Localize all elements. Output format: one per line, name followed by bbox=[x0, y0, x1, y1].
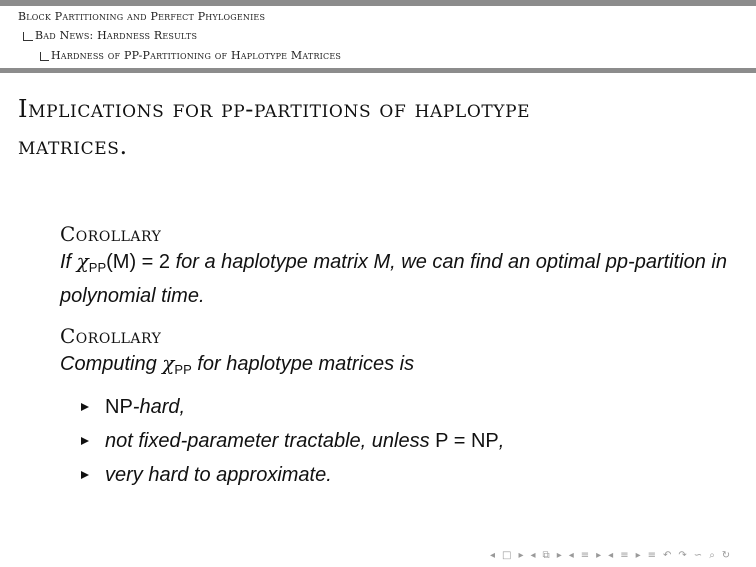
nav-next-doc-icon[interactable]: ▸ bbox=[635, 549, 641, 561]
triangle-bullet-icon bbox=[81, 437, 89, 445]
slide-title bbox=[18, 91, 738, 165]
nav-forward-icon[interactable]: ↷ bbox=[678, 549, 687, 561]
tree-connector-icon bbox=[23, 32, 33, 41]
list-item bbox=[60, 390, 730, 424]
math-expression: (M) = 2 bbox=[106, 251, 171, 273]
nav-search-icon[interactable]: ⌕ bbox=[709, 549, 715, 561]
slide-title-line: Implications for pp-partitions of haplotype bbox=[18, 95, 531, 123]
corollary-block bbox=[60, 221, 730, 311]
list-item-italic: not fixed-parameter tractable, unless bbox=[105, 430, 436, 452]
corollary-text bbox=[60, 247, 730, 311]
nav-frame-icon[interactable]: □ bbox=[502, 549, 512, 561]
triangle-bullet-icon bbox=[81, 471, 89, 479]
nav-next-frame-icon[interactable]: ▸ bbox=[518, 549, 524, 561]
nav-doc-icon[interactable]: ≡ bbox=[620, 549, 629, 561]
breadcrumb-subsubsection[interactable]: Hardness of PP-Partitioning of Haplotype Matrices bbox=[51, 49, 342, 62]
corollary-block bbox=[60, 323, 730, 492]
chi-subscript: PP bbox=[174, 362, 192, 377]
bullet-list bbox=[60, 390, 730, 492]
nav-refresh-icon[interactable]: ↻ bbox=[721, 549, 731, 561]
nav-prev-subsection-icon[interactable]: ◂ bbox=[530, 549, 536, 561]
list-item-upright: NP bbox=[105, 396, 133, 418]
beamer-navigation-bar bbox=[490, 548, 733, 562]
slide-title-line: matrices. bbox=[18, 132, 128, 160]
breadcrumb-section[interactable]: Block Partitioning and Perfect Phylogenies bbox=[18, 10, 266, 23]
list-item-italic: very hard to approximate. bbox=[105, 464, 332, 486]
corollary-text-part: If bbox=[60, 251, 77, 273]
nav-zoom-icon[interactable]: ∽ bbox=[693, 549, 703, 561]
breadcrumb-subsection[interactable]: Bad News: Hardness Results bbox=[35, 29, 198, 42]
nav-next-section-icon[interactable]: ▸ bbox=[596, 549, 602, 561]
nav-section-icon[interactable]: ≡ bbox=[580, 549, 590, 561]
chi-symbol: χ bbox=[76, 249, 89, 273]
nav-prev-doc-icon[interactable]: ◂ bbox=[608, 549, 614, 561]
chi-subscript: PP bbox=[88, 260, 107, 275]
list-item bbox=[60, 424, 730, 458]
corollary-text-part: for a haplotype matrix M, we can find an optimal pp-partition in polynomial time. bbox=[60, 251, 727, 307]
nav-back-icon[interactable]: ↶ bbox=[663, 549, 672, 561]
breadcrumb bbox=[0, 6, 756, 68]
tree-connector-icon bbox=[40, 52, 49, 61]
list-item bbox=[60, 458, 730, 492]
list-item-italic: -hard, bbox=[132, 396, 186, 418]
corollary-text bbox=[60, 349, 730, 384]
triangle-bullet-icon bbox=[81, 403, 89, 411]
list-item-tail: , bbox=[498, 430, 505, 452]
nav-appendix-icon[interactable]: ≡ bbox=[647, 549, 657, 561]
corollary-text-part: Computing bbox=[60, 353, 163, 375]
header-bottom-bar bbox=[0, 68, 756, 73]
nav-subsection-icon[interactable]: ⧉ bbox=[542, 549, 550, 561]
list-item-upright: P = NP bbox=[435, 430, 499, 452]
nav-prev-frame-icon[interactable]: ◂ bbox=[490, 549, 496, 561]
corollary-heading: Corollary bbox=[60, 222, 162, 246]
corollary-text-part: for haplotype matrices is bbox=[191, 353, 415, 375]
corollary-heading: Corollary bbox=[60, 324, 162, 348]
chi-symbol: χ bbox=[162, 351, 175, 375]
nav-prev-section-icon[interactable]: ◂ bbox=[568, 549, 574, 561]
nav-next-subsection-icon[interactable]: ▸ bbox=[556, 549, 562, 561]
